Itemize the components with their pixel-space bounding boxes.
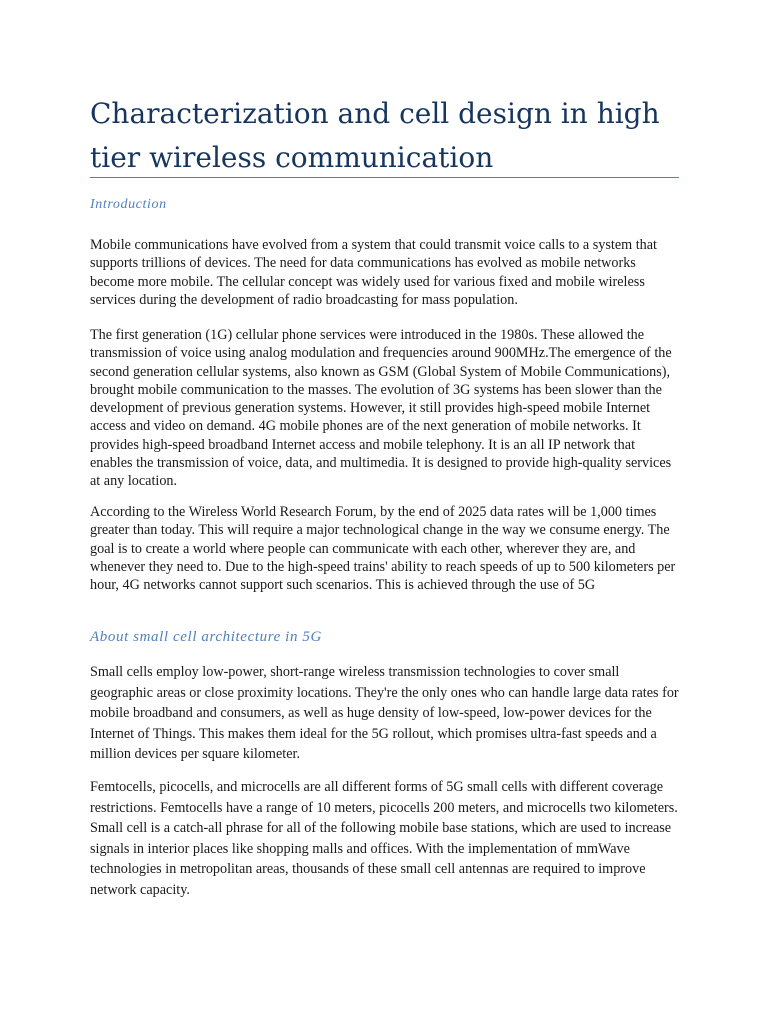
document-title: Characterization and cell design in high tier wireless communication: [90, 97, 660, 174]
section-heading-small-cell-architecture: About small cell architecture in 5G: [90, 629, 322, 645]
section-heading-introduction: Introduction: [90, 197, 167, 212]
paragraph: The first generation (1G) cellular phone services were introduced in the 1980s. These allowed the transmission of voice using analog modulation and frequencies around 900MHz.The emergence of the second generation cellular systems, also known as GSM (Global System of Mobile Communications), brought mobile communication to the masses. The evolution of 3G systems has been slower than the development of previous generation systems. However, it still provides high-speed mobile Internet access and video on demand. 4G mobile phones are of the next generation of mobile networks. It provides high-speed broadband Internet access and mobile telephony. It is an all IP network that enables the transmission of voice, data, and multimedia. It is designed to provide high-quality services at any location.: [90, 327, 672, 490]
paragraph: Mobile communications have evolved from a system that could transmit voice calls to a system that supports trillions of devices. The need for data communications has evolved as mobile networks become more mobile. The cellular concept was widely used for various fixed and mobile wireless services during the development of radio broadcasting for mass population.: [90, 237, 657, 308]
paragraph: According to the Wireless World Research Forum, by the end of 2025 data rates will be 1,000 times greater than today. This will require a major technological change in the way we consume energy. The goal is to create a world where people can communicate with each other, wherever they are, and whenever they need to. Due to the high-speed trains' ability to reach speeds of up to 500 kilometers per hour, 4G networks cannot support such scenarios. This is achieved through the use of 5G: [90, 504, 676, 594]
paragraph: Femtocells, picocells, and microcells are all different forms of 5G small cells with different coverage restrictions. Femtocells have a range of 10 meters, picocells 200 meters, and microcells two kilometers. Small cell is a catch-all phrase for all of the following mobile base stations, which are used to increase signals in interior places like shopping malls and offices. With the implementation of mmWave technologies in metropolitan areas, thousands of these small cell antennas are required to improve network capacity.: [90, 779, 678, 898]
paragraph: Small cells employ low-power, short-range wireless transmission technologies to cover small geographic areas or close proximity locations. They're the only ones who can handle large data rates for mobile broadband and consumers, as well as huge density of low-speed, low-power devices for the Internet of Things. This makes them ideal for the 5G rollout, which promises ultra-fast speeds and a million devices per square kilometer.: [90, 664, 679, 763]
title-underline: [90, 177, 679, 178]
